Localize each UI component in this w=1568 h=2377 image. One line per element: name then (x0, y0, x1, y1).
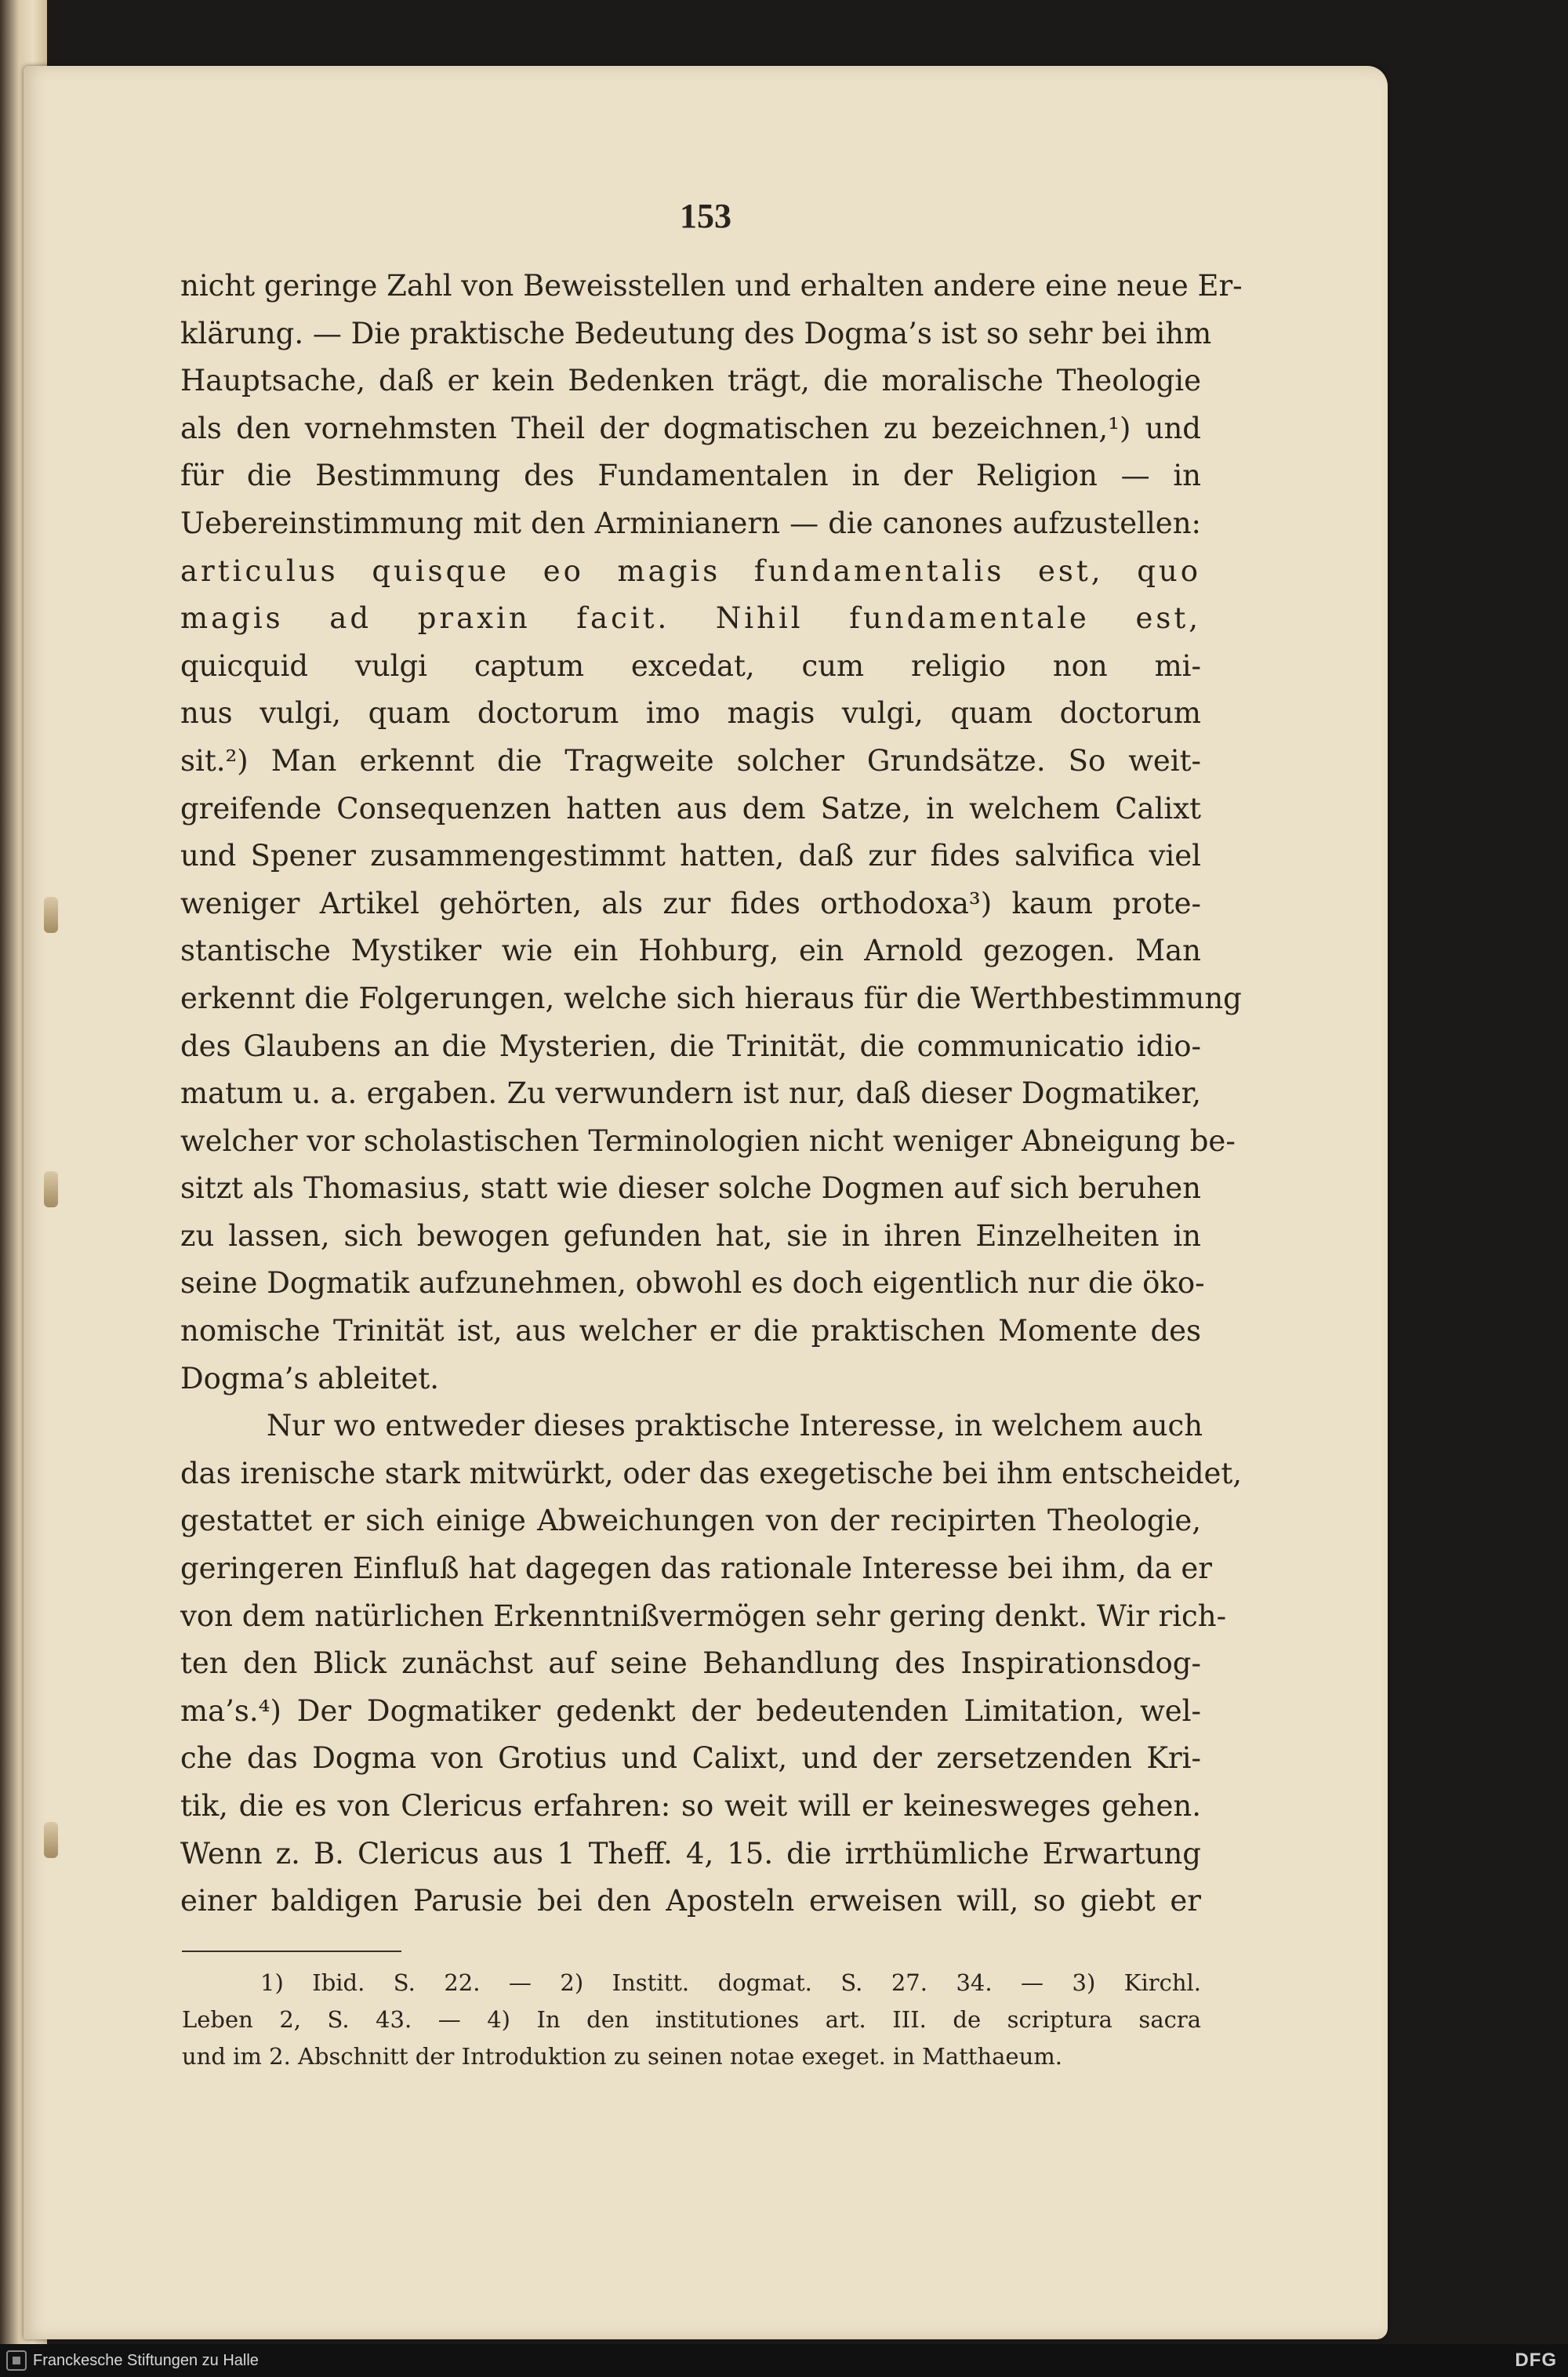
text-line: klärung. — Die praktische Bedeutung des Dogma’s ist so sehr bei ihm (180, 316, 1212, 350)
binding-cord (44, 1822, 58, 1858)
body-text (180, 263, 1243, 1925)
footnote-line: und im 2. Abschnitt der Introduktion zu seinen notae exeget. in Matthaeum. (182, 2043, 1062, 2070)
footnote-divider (182, 1951, 401, 1952)
text-line: che das Dogma von Grotius und Calixt, und der zersetzenden Kri- (180, 1741, 1201, 1776)
footnote-line: 1) Ibid. S. 22. — 2) Institt. dogmat. S. 27. 34. — 3) Kirchl. (260, 1969, 1201, 1996)
text-line: gestattet er sich einige Abweichungen von der recipirten Theologie, (180, 1504, 1201, 1538)
text-line: Hauptsache, daß er kein Bedenken trägt, die moralische Theologie (180, 364, 1201, 398)
text-line: für die Bestimmung des Fundamentalen in der Religion — in (180, 459, 1201, 493)
text-line: seine Dogmatik aufzunehmen, obwohl es doch eigentlich nur die öko- (180, 1266, 1205, 1301)
text-line: sit.²) Man erkennt die Tragweite solcher Grundsätze. So weit- (180, 743, 1201, 778)
text-line: Wenn z. B. Clericus aus 1 Theff. 4, 15. die irrthümliche Erwartung (180, 1836, 1201, 1871)
text-line: sitzt als Thomasius, statt wie dieser solche Dogmen auf sich beruhen (180, 1171, 1201, 1206)
text-line: welcher vor scholastischen Terminologien nicht weniger Abneigung be- (180, 1123, 1236, 1158)
page-number: 153 (680, 197, 731, 235)
dfg-logo: DFG (1515, 2350, 1557, 2371)
institution-credit: Franckesche Stiftungen zu Halle (33, 2352, 259, 2369)
text-line: als den vornehmsten Theil der dogmatischen zu bezeichnen,¹) und (180, 411, 1201, 445)
text-line: geringeren Einfluß hat dagegen das rationale Interesse bei ihm, da er (180, 1551, 1212, 1586)
text-line: nicht geringe Zahl von Beweisstellen und erhalten andere eine neue Er- (180, 269, 1243, 303)
text-line: magis ad praxin facit. Nihil fundamentale est, (180, 601, 1201, 636)
text-line: Dogma’s ableitet. (180, 1361, 439, 1395)
text-line: das irenische stark mitwürkt, oder das exegetische bei ihm entscheidet, (180, 1456, 1243, 1490)
text-line: matum u. a. ergaben. Zu verwundern ist nur, daß dieser Dogmatiker, (180, 1076, 1201, 1111)
text-line: zu lassen, sich bewogen gefunden hat, sie in ihren Einzelheiten in (180, 1218, 1201, 1253)
text-line: und Spener zusammengestimmt hatten, daß zur fides salvifica viel (180, 839, 1201, 873)
text-line: ma’s.⁴) Der Dogmatiker gedenkt der bedeutenden Limitation, wel- (180, 1693, 1201, 1728)
text-line: articulus quisque eo magis fundamentalis est, quo (180, 553, 1201, 588)
text-line: von dem natürlichen Erkenntnißvermögen sehr gering denkt. Wir rich- (180, 1599, 1227, 1633)
binding-cord (44, 897, 58, 933)
text-line: nus vulgi, quam doctorum imo magis vulgi, quam doctorum (180, 696, 1201, 731)
text-line: ten den Blick zunächst auf seine Behandlung des Inspirationsdog- (180, 1646, 1201, 1681)
text-line: erkennt die Folgerungen, welche sich hieraus für die Werthbestimmung (180, 981, 1242, 1015)
footnote-line: Leben 2, S. 43. — 4) In den institutiones art. III. de scriptura sacra (182, 2006, 1201, 2033)
institution-logo-icon (6, 2350, 27, 2371)
text-line: stantische Mystiker wie ein Hohburg, ein Arnold gezogen. Man (180, 934, 1201, 968)
text-line: quicquid vulgi captum excedat, cum religio non mi- (180, 648, 1201, 683)
text-line: nomische Trinität ist, aus welcher er die praktischen Momente des (180, 1314, 1201, 1348)
footnotes (182, 1965, 1201, 2075)
text-line: Uebereinstimmung mit den Arminianern — die canones aufzustellen: (180, 506, 1201, 540)
text-line: weniger Artikel gehörten, als zur fides orthodoxa³) kaum prote- (180, 886, 1201, 920)
text-line: einer baldigen Parusie bei den Aposteln erweisen will, so giebt er (180, 1884, 1201, 1918)
text-line: tik, die es von Clericus erfahren: so weit will er keinesweges gehen. (180, 1789, 1201, 1823)
text-line: des Glaubens an die Mysterien, die Trinität, die communicatio idio- (180, 1029, 1201, 1063)
text-line: Nur wo entweder dieses praktische Interesse, in welchem auch (267, 1409, 1203, 1443)
text-line: greifende Consequenzen hatten aus dem Satze, in welchem Calixt (180, 791, 1201, 826)
viewer-footer-bar (0, 2344, 1568, 2377)
binding-cord (44, 1171, 58, 1207)
